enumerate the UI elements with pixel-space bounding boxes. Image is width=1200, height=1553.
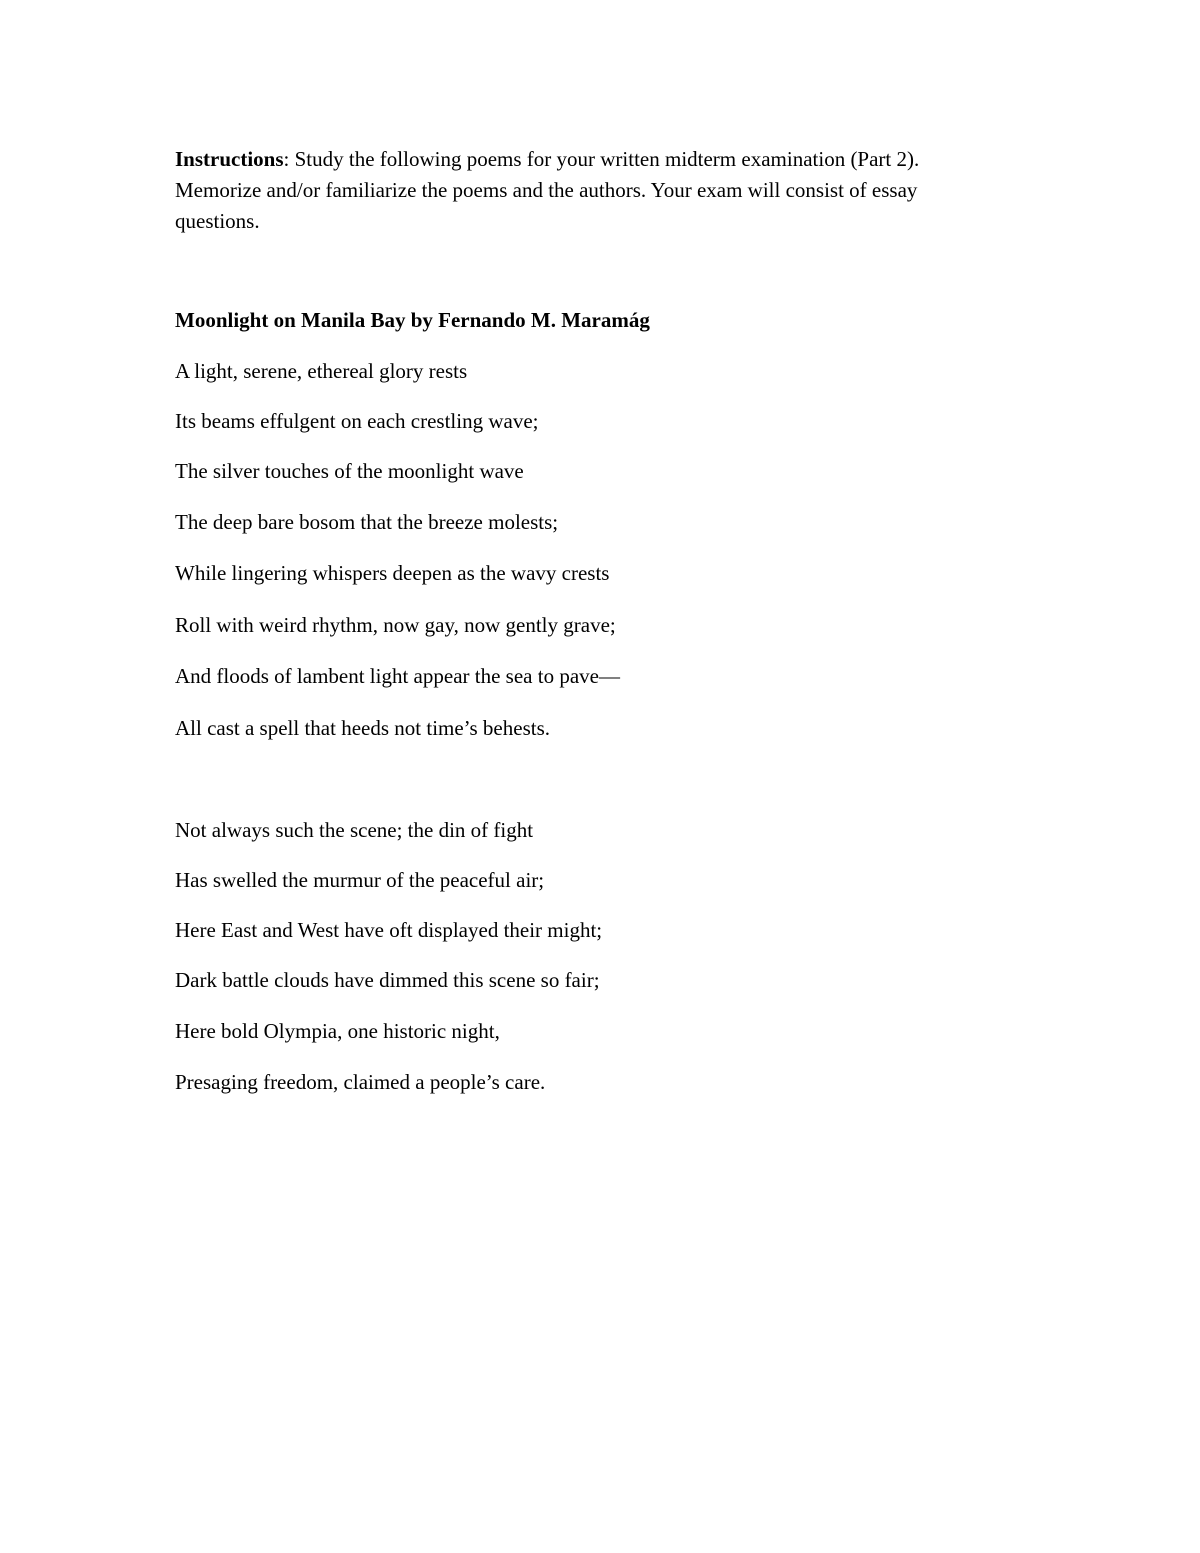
- poem-line: Here bold Olympia, one historic night,: [175, 1019, 500, 1043]
- poem-line: The deep bare bosom that the breeze molests;: [175, 510, 559, 534]
- instructions-text: : Study the following poems for your written midterm examination (Part 2). Memorize and/or familiarize the poems and the authors. Your exam will consist of essay questions.: [175, 147, 920, 233]
- poem-line: Here East and West have oft displayed their might;: [175, 918, 603, 942]
- poem-line: Its beams effulgent on each crestling wave;: [175, 409, 539, 433]
- poem-line: Roll with weird rhythm, now gay, now gently grave;: [175, 613, 616, 637]
- poem-line: Dark battle clouds have dimmed this scene so fair;: [175, 968, 600, 992]
- poem-line: Presaging freedom, claimed a people’s care.: [175, 1070, 546, 1094]
- poem-line: The silver touches of the moonlight wave: [175, 459, 524, 483]
- poem-line: A light, serene, ethereal glory rests: [175, 359, 468, 383]
- poem-line: All cast a spell that heeds not time’s behests.: [175, 716, 551, 740]
- poem-line: Not always such the scene; the din of fight: [175, 818, 534, 842]
- poem-line: While lingering whispers deepen as the wavy crests: [175, 561, 610, 585]
- poem-line: Has swelled the murmur of the peaceful air;: [175, 868, 545, 892]
- poem-title: Moonlight on Manila Bay by Fernando M. Maramág: [175, 308, 650, 332]
- instructions-label: Instructions: [175, 147, 284, 171]
- poem-line: And floods of lambent light appear the sea to pave—: [175, 664, 620, 688]
- instructions-paragraph: [175, 144, 1005, 237]
